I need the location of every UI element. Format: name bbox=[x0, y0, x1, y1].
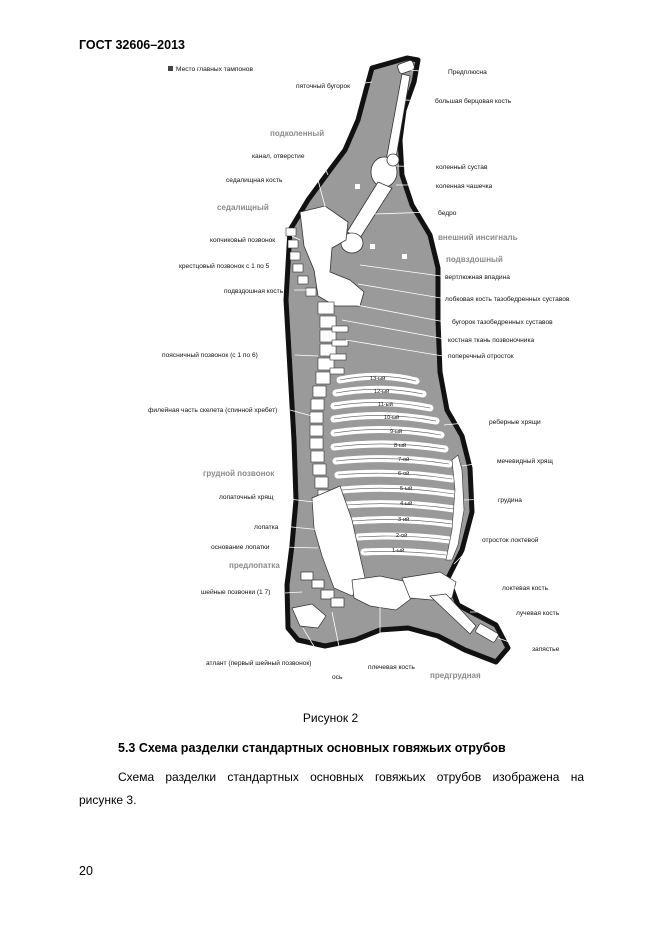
rib-label: 13-ый bbox=[370, 376, 386, 382]
label-ischium: седалищная кость bbox=[226, 177, 283, 184]
label-axis: ось bbox=[332, 674, 343, 681]
paragraph-line-2: рисунке 3. bbox=[79, 793, 137, 807]
section-label-external-inguinal: внешний инсигналь bbox=[438, 233, 518, 242]
rib-label: 10-ый bbox=[384, 415, 400, 421]
label-sternum: грудина bbox=[498, 497, 522, 504]
label-kneecap: коленная чашечка bbox=[436, 183, 493, 190]
label-cervical: шейные позвонки (1 7) bbox=[201, 589, 271, 596]
rib-label: 3-ий bbox=[398, 517, 410, 523]
label-ilium: подвздошная кость bbox=[224, 288, 284, 295]
label-hip-tubercle: бугорок тазобедренных суставов bbox=[452, 319, 553, 326]
rib-label: 9-ый bbox=[390, 429, 403, 435]
rib-label: 11-ый bbox=[378, 402, 393, 408]
label-spinal-tissue: костная ткань позвоночника bbox=[448, 337, 535, 344]
label-coccyx: копчиковый позвонок bbox=[210, 237, 276, 244]
label-spine: филейная часть скелета (спинной хребет) bbox=[148, 407, 278, 414]
rib-label: 6-ой bbox=[398, 471, 410, 477]
rib-label: 2-ой bbox=[396, 533, 408, 539]
label-tibia: большая берцовая кость bbox=[435, 98, 512, 105]
section-label-prescapular: предлопатка bbox=[229, 561, 280, 570]
section-label-thoracic-vertebra: грудной позвонок bbox=[203, 469, 275, 478]
document-header: ГОСТ 32606–2013 bbox=[79, 38, 185, 52]
label-olecranon: отросток локтевой bbox=[482, 537, 539, 544]
section-paragraph bbox=[79, 766, 584, 812]
paragraph-line-1: Схема разделки стандартных основных говяжьих отрубов изображена на bbox=[118, 770, 584, 784]
section-label-iliac: подвздошный bbox=[446, 255, 503, 264]
section-heading: 5.3 Схема разделки стандартных основных говяжьих отрубов bbox=[118, 741, 506, 755]
label-scapular-cartilage: лопаточный хрящ bbox=[219, 494, 274, 501]
label-radius: лучевая кость bbox=[516, 610, 560, 617]
label-ulna: локтевая кость bbox=[502, 585, 549, 592]
label-heel: пяточный бугорок bbox=[296, 83, 351, 90]
label-atlas: атлант (первый шейный позвонок) bbox=[206, 660, 312, 667]
label-costal-cartilage: реберные хрящи bbox=[489, 419, 541, 426]
section-label-popliteal: подколенный bbox=[270, 129, 325, 138]
label-scapula: лопатка bbox=[254, 524, 279, 531]
label-acetabulum: вертлюжная впадина bbox=[445, 274, 510, 281]
label-femur: бедро bbox=[438, 210, 457, 217]
section-label-sciatic: седалищный bbox=[217, 203, 269, 212]
rib-label: 5-ый bbox=[400, 486, 413, 492]
rib-label: 8-ый bbox=[394, 443, 407, 449]
figure-caption: Рисунок 2 bbox=[302, 711, 359, 725]
rib-label: 12-ый bbox=[374, 389, 390, 395]
page-number: 20 bbox=[79, 864, 93, 878]
rib-label: 7-ой bbox=[398, 457, 410, 463]
label-sacral: крестцовый позвонок с 1 по 5 bbox=[179, 263, 270, 270]
rib-label: 1-ый bbox=[392, 548, 405, 554]
label-humerus: плечевая кость bbox=[368, 664, 415, 671]
label-transverse-process: поперечный отросток bbox=[448, 353, 514, 360]
label-lumbar: поясничный позвонок (с 1 по 6) bbox=[162, 352, 258, 359]
rib-label: 4-ый bbox=[400, 501, 413, 507]
label-xiphoid: мечевидный хрящ bbox=[497, 458, 553, 465]
label-carpus: запястье bbox=[532, 646, 560, 653]
label-knee-joint: коленный сустав bbox=[436, 164, 488, 171]
label-canal: канал, отверстие bbox=[252, 153, 305, 160]
section-label-prepectoral: предгрудная bbox=[430, 671, 481, 680]
label-scapula-base: основание лопатки bbox=[211, 544, 270, 551]
label-tarsus: Предплюсна bbox=[448, 69, 487, 76]
label-pubis: лобковая кость тазобедренных суставов bbox=[445, 296, 570, 303]
legend-label: Место главных тампонов bbox=[176, 66, 253, 73]
